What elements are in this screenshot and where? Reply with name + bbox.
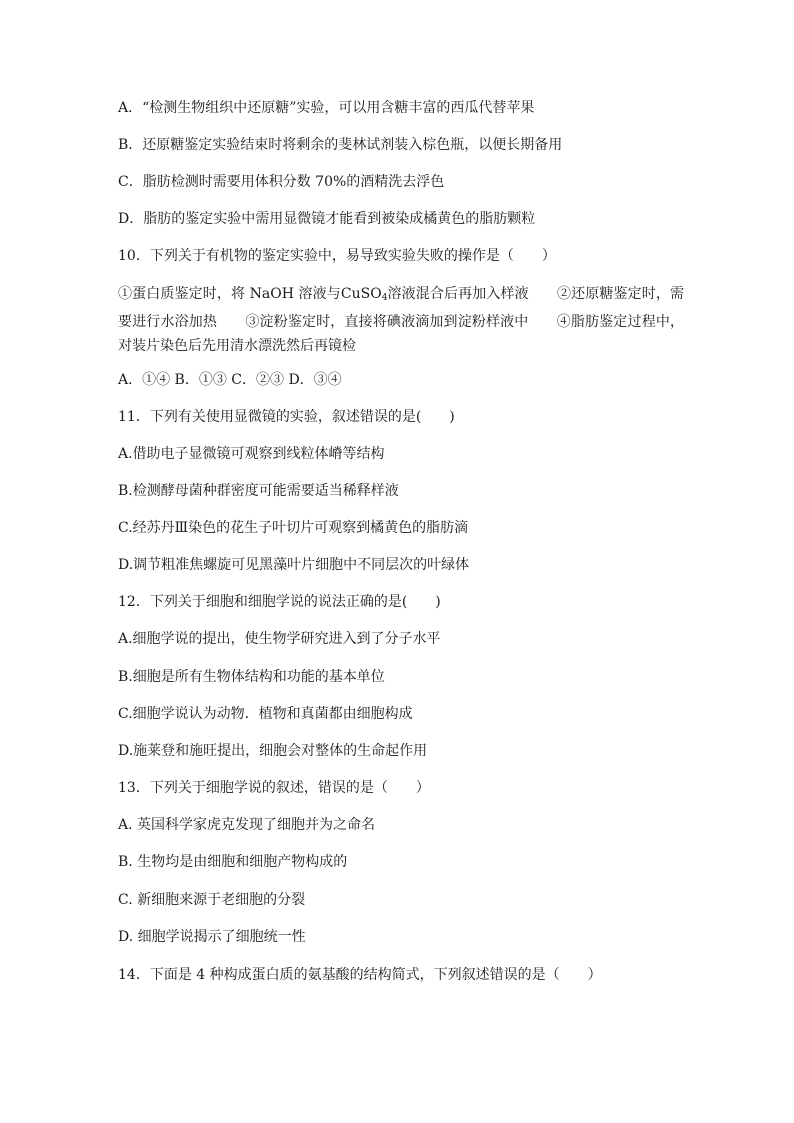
- q12-option-b: B.细胞是所有生物体结构和功能的基本单位: [118, 669, 385, 685]
- q11-option-d: D.调节粗准焦螺旋可见黑藻叶片细胞中不同层次的叶绿体: [118, 557, 470, 573]
- q12-option-a: A.细胞学说的提出，使生物学研究进入到了分子水平: [118, 631, 441, 647]
- q10-options: A．①④ B．①③ C．②③ D．③④: [118, 372, 342, 388]
- q9-option-a: A．“检测生物组织中还原糖”实验，可以用含糖丰富的西瓜代替苹果: [118, 100, 535, 116]
- q10-statements-part1: ①蛋白质鉴定时，将 NaOH 溶液与CuSO: [118, 286, 382, 302]
- q13-option-b: B. 生物均是由细胞和细胞产物构成的: [118, 854, 348, 870]
- q13-option-c: C. 新细胞来源于老细胞的分裂: [118, 892, 306, 908]
- q11-option-b: B.检测酵母菌种群密度可能需要适当稀释样液: [118, 483, 399, 499]
- q13-stem: 13．下列关于细胞学说的叙述，错误的是（ ）: [118, 780, 430, 796]
- q13-option-a: A. 英国科学家虎克发现了细胞并为之命名: [118, 817, 376, 833]
- q11-stem: 11．下列有关使用显微镜的实验，叙述错误的是( ): [118, 409, 455, 425]
- q12-option-d: D.施莱登和施旺提出，细胞会对整体的生命起作用: [118, 743, 428, 759]
- q9-option-d: D．脂肪的鉴定实验中需用显微镜才能看到被染成橘黄色的脂肪颗粒: [118, 211, 536, 227]
- q9-option-b: B．还原糖鉴定实验结束时将剩余的斐林试剂装入棕色瓶，以便长期备用: [118, 137, 563, 153]
- q10-statements: [118, 282, 684, 358]
- q14-stem: 14．下面是 4 种构成蛋白质的氨基酸的结构简式，下列叙述错误的是（ ）: [118, 967, 602, 983]
- q10-stem: 10．下列关于有机物的鉴定实验中，易导致实验失败的操作是（ ）: [118, 248, 556, 264]
- q10-statements-part2: 溶液混合后再加入样液 ②还原糖鉴定时，需要进行水浴加热 ③淀粉鉴定时，直接将碘液滴加到淀粉样液中 ④脂肪鉴定过程中，对装片染色后先用清水漂洗然后再镜检: [118, 286, 685, 354]
- q12-option-c: C.细胞学说认为动物．植物和真菌都由细胞构成: [118, 706, 413, 722]
- q13-option-d: D. 细胞学说揭示了细胞统一性: [118, 929, 306, 945]
- q9-option-c: C．脂肪检测时需要用体积分数 70%的酒精洗去浮色: [118, 174, 445, 190]
- q10-statements-subscript: 4: [381, 293, 388, 303]
- q11-option-a: A.借助电子显微镜可观察到线粒体嵴等结构: [118, 446, 385, 462]
- q11-option-c: C.经苏丹Ⅲ染色的花生子叶切片可观察到橘黄色的脂肪滴: [118, 520, 469, 536]
- q12-stem: 12．下列关于细胞和细胞学说的说法正确的是( ): [118, 594, 441, 610]
